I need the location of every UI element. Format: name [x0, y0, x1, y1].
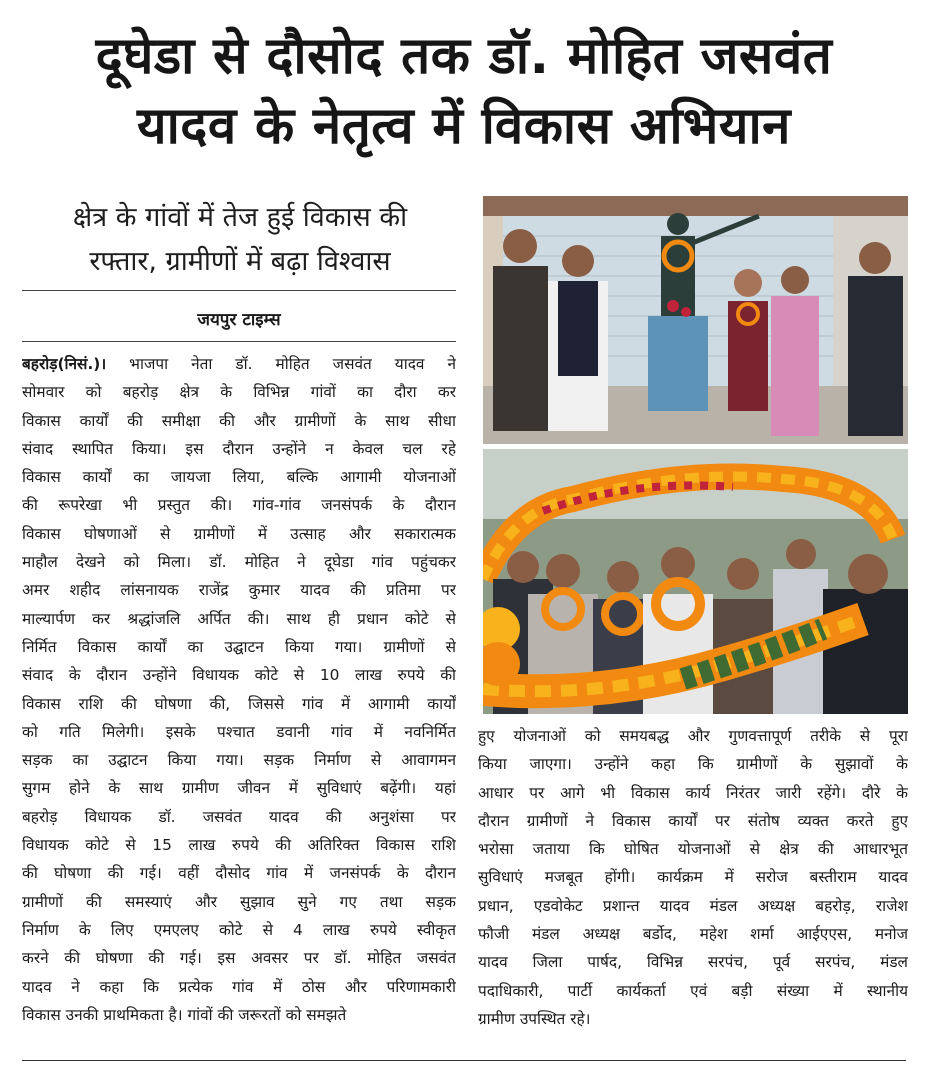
article-line: विकास कार्यों का जायजा लिया, बल्कि आगामी योजनाओं	[22, 468, 456, 487]
article-line: सड़क का उद्घाटन किया गया। सड़क निर्माण से आवागमन	[22, 751, 456, 770]
article-line: यादव ने कहा कि प्रत्येक गांव में ठोस और परिणामकारी	[22, 977, 456, 996]
byline-rule-bottom	[22, 341, 456, 342]
article-line: विकास उनकी प्राथमिकता है। गांवों की जरूरतों को समझते	[22, 1005, 347, 1024]
article-line: ग्रामीण उपस्थित रहे।	[478, 1009, 591, 1028]
article-line: आधार पर आगे भी विकास कार्य निरंतर जारी रहेंगे। दौरे के	[478, 783, 908, 802]
headline-line-1: दूघेडा से दौसोद तक डॉ. मोहित जसवंत	[95, 27, 833, 86]
article-line: किया जाएगा। उन्होंने कहा कि ग्रामीणों के सुझावों के	[478, 755, 908, 774]
article-line	[22, 350, 456, 378]
article-line: बहरोड़ विधायक डॉ. जसवंत यादव की अनुशंसा पर	[22, 807, 456, 826]
article-line: संवाद स्थापित किया। इस दौरान उन्होंने न केवल चल रहे	[22, 439, 456, 458]
photo-garland-welcome	[483, 449, 908, 714]
article-line: की रूपरेखा भी प्रस्तुत की। गांव-गांव जनसंपर्क के दौरान	[22, 496, 456, 515]
subheadline-line-1: क्षेत्र के गांवों में तेज हुई विकास की	[72, 202, 408, 233]
article-line: फौजी मंडल अध्यक्ष बर्डोद, महेश शर्मा आईएएस, मनोज	[478, 925, 908, 944]
article-line: माहौल देखने को मिला। डॉ. मोहित ने दूघेडा गांव पहुंचकर	[22, 553, 456, 572]
article-line: विकास राशि की घोषणा की, जिससे गांव में आगामी कार्यों	[22, 694, 456, 713]
article-line: करने की घोषणा की गई। इस अवसर पर डॉ. मोहित जसवंत	[22, 949, 456, 968]
byline: जयपुर टाइम्स	[197, 310, 281, 330]
article-line: की घोषणा की गई। वहीं दौसोद गांव में जनसंपर्क के दौरान	[22, 864, 456, 883]
article-dateline: बहरोड़(निसं.)।	[22, 355, 107, 373]
article-line: भरोसा जताया कि घोषित योजनाओं से क्षेत्र की आधारभूत	[478, 840, 908, 859]
article-line: विकास कार्यों की समीक्षा की और ग्रामीणों के साथ सीधा	[22, 411, 456, 430]
article-column-left	[22, 350, 456, 1029]
article-line: ग्रामीणों की समस्याएं और सुझाव सुने गए तथा सड़क	[22, 892, 456, 911]
article-line: सुगम होने के साथ ग्रामीण जीवन में सुविधाएं बढ़ेंगी। यहां	[22, 779, 456, 798]
garland-welcome-illustration	[483, 449, 908, 714]
article-line: निर्माण के लिए एमएलए कोटे से 4 लाख रुपये स्वीकृत	[22, 920, 456, 939]
article-line: दौरान ग्रामीणों ने विकास कार्यों पर संतोष व्यक्त करते हुए	[478, 811, 908, 830]
article-line: निर्मित विकास कार्यों का उद्घाटन किया गया। ग्रामीणों से	[22, 637, 456, 656]
article-line: माल्यार्पण कर श्रद्धांजलि अर्पित की। साथ ही प्रधान कोटे से	[22, 609, 456, 628]
subheadline	[20, 196, 460, 284]
article-line: पदाधिकारी, पार्टी कार्यकर्ता एवं बड़ी संख्या में स्थानीय	[478, 981, 908, 1000]
article-line: विधायक कोटे से 15 लाख रुपये की अतिरिक्त विकास राशि	[22, 836, 456, 855]
article-line: सुविधाएं मजबूत होंगी। कार्यक्रम में सरोज बस्तीराम यादव	[478, 868, 908, 887]
article-line: संवाद के दौरान उन्होंने विधायक कोटे से 10 लाख रुपये की	[22, 666, 456, 685]
page-bottom-rule	[22, 1060, 906, 1061]
headline	[20, 22, 908, 162]
article-line: हुए योजनाओं को समयबद्ध और गुणवत्तापूर्ण तरीके से पूरा	[478, 727, 908, 745]
article-line: यादव जिला पार्षद, विभिन्न सरपंच, पूर्व सरपंच, मंडल	[478, 953, 908, 972]
headline-line-2: यादव के नेतृत्व में विकास अभियान	[137, 97, 791, 156]
byline-rule-top	[22, 290, 456, 291]
article-line: प्रधान, एडवोकेट प्रशान्त यादव मंडल अध्यक्ष बहरोड़, राजेश	[478, 896, 908, 915]
article-line: विकास घोषणाओं से ग्रामीणों में उत्साह और सकारात्मक	[22, 524, 456, 543]
article-line-text: भाजपा नेता डॉ. मोहित जसवंत यादव ने	[106, 355, 456, 373]
subheadline-line-2: रफ्तार, ग्रामीणों में बढ़ा विश्वास	[89, 246, 391, 277]
article-column-right	[478, 722, 908, 1033]
photo-statue-tribute	[483, 196, 908, 444]
statue-tribute-illustration	[483, 196, 908, 444]
article-line: को गति मिलेगी। इसके पश्चात डवानी गांव में नवनिर्मित	[22, 722, 456, 741]
article-line: सोमवार को बहरोड़ क्षेत्र के विभिन्न गांवों का दौरा कर	[22, 383, 456, 402]
article-line: अमर शहीद लांसनायक राजेंद्र कुमार यादव की प्रतिमा पर	[22, 581, 456, 600]
